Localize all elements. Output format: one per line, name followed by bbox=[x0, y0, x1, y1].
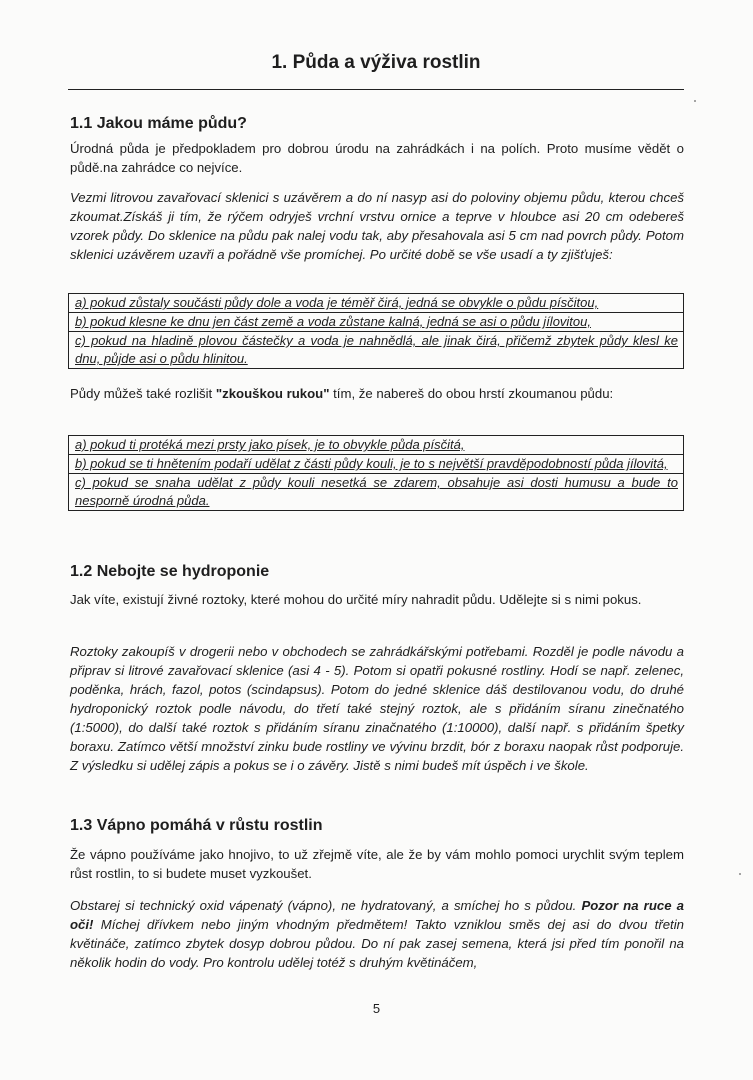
box1-item-b bbox=[69, 313, 683, 332]
lime-text-1: Obstarej si technický oxid vápenatý (vápno), ne hydratovaný, a smíchej ho s půdou. bbox=[70, 898, 582, 913]
hand-test-results-box bbox=[68, 435, 684, 511]
box1-item-a bbox=[69, 294, 683, 313]
box2-item-b bbox=[69, 455, 683, 474]
paragraph-1-3-instructions bbox=[70, 896, 684, 972]
page-number: 5 bbox=[372, 1001, 381, 1016]
scan-speck bbox=[694, 100, 696, 102]
paragraph-1-1-hand-test bbox=[70, 384, 684, 403]
hand-test-text-2: tím, že nabereš do obou hrstí zkoumanou půdu: bbox=[329, 386, 614, 401]
section-heading-1-1: 1.1 Jakou máme půdu? bbox=[70, 115, 247, 132]
paragraph-1-2-intro: Jak víte, existují živné roztoky, které mohou do určité míry nahradit půdu. Udělejte si s nimi pokus. bbox=[70, 592, 642, 607]
box2-item-b-text: b) pokud se ti hnětením podaří udělat z části půdy kouli, je to s největší pravděpodobností půda jílovitá, bbox=[75, 456, 668, 471]
title-underline bbox=[68, 89, 684, 90]
paragraph-1-1-instructions: Vezmi litrovou zavařovací sklenici s uzávěrem a do ní nasyp asi do poloviny objemu půdu, kterou chceš zkoumat.Získáš ji tím, že rýčem odryješ vrchní vrstvu ornice a teprve v hloubce asi 20 cm odebereš vzorek půdy. Do sklenice na půdu pak nalej vodu tak, aby přesahovala asi 5 cm nad povrch půdy. Potom sklenici uzávěrem uzavři a pořádně vše promíchej. Po určité době se vše usadí a ty zjišťuješ: bbox=[70, 190, 684, 262]
lime-warning-bold: Pozor na ruce a oči! bbox=[70, 898, 684, 932]
box1-item-c-text: c) pokud na hladině plovou částečky a voda je nahnědlá, ale jinak čirá, přičemž zbytek půdy klesl ke dnu, půjde asi o půdu hlinitou. bbox=[75, 333, 678, 366]
paragraph-1-2-instructions: Roztoky zakoupíš v drogerii nebo v obchodech se zahrádkářskými potřebami. Rozděl je podle návodu a připrav si litrové zavařovací sklenice (asi 4 - 5). Potom si opatři pokusné rostliny. Hodí se např. zelenec, poděnka, hrách, fazol, potos (scindapsus). Potom do jedné sklenice dáš destilovanou vodu, do druhé hydroponický roztok podle návodu, do třetí také stejný roztok, ale s přidáním síranu zinečnatého (1:5000), do další také roztok s přidáním síranu zinačnatého (1:10000), další např. s přidáním špetky boraxu. Zatímco větší množství zinku bude rostliny ve vývinu brzdit, bór z boraxu naopak růst podporuje. Z výsledku si udělej zápis a pokus se i o závěry. Jistě s nimi budeš mít úspěch i ve škole. bbox=[70, 644, 684, 773]
scan-speck bbox=[739, 873, 741, 875]
section-heading-1-2: 1.2 Nebojte se hydroponie bbox=[70, 563, 270, 580]
lime-text-2: Míchej dřívkem nebo jiným vhodným předmětem! Takto vzniklou směs dej asi do dvou třetin květináče, zatímco zbytek dosyp dobrou půdou. Do ní pak zasej semena, která jsi před tím ponořil na několik hodin do vody. Pro kontrolu udělej totéž s druhým květináčem, bbox=[70, 917, 684, 970]
paragraph-1-3-intro: Že vápno používáme jako hnojivo, to už zřejmě víte, ale že by vám mohlo pomoci urychlit svým teplem růst rostlin, to si budete muset vyzkoušet. bbox=[70, 847, 684, 881]
box2-item-c-text: c) pokud se snaha udělat z půdy kouli nesetká se zdarem, obsahuje asi dosti humusu a bude to nesporně úrodná půda. bbox=[75, 475, 678, 508]
hand-test-bold: "zkouškou rukou" bbox=[215, 386, 330, 401]
box1-item-a-text: a) pokud zůstaly součásti půdy dole a voda je téměř čirá, jedná se obvykle o půdu písčitou, bbox=[75, 295, 599, 310]
box2-item-a-text: a) pokud ti protéká mezi prsty jako písek, je to obvykle půda písčitá, bbox=[75, 437, 465, 452]
box2-item-c bbox=[69, 474, 683, 510]
hand-test-text-1: Půdy můžeš také rozlišit bbox=[70, 386, 216, 401]
chapter-title: 1. Půda a výživa rostlin bbox=[271, 52, 481, 73]
box2-item-a bbox=[69, 436, 683, 455]
section-heading-1-3: 1.3 Vápno pomáhá v růstu rostlin bbox=[70, 817, 323, 834]
paragraph-1-1-intro: Úrodná půda je předpokladem pro dobrou úrodu na zahrádkách i na polích. Proto musíme vědět o půdě.na zahrádce co nejvíce. bbox=[70, 141, 684, 175]
soil-test-results-box bbox=[68, 293, 684, 369]
box1-item-b-text: b) pokud klesne ke dnu jen část země a voda zůstane kalná, jedná se asi o půdu jílovitou, bbox=[75, 314, 591, 329]
box1-item-c bbox=[69, 332, 683, 368]
